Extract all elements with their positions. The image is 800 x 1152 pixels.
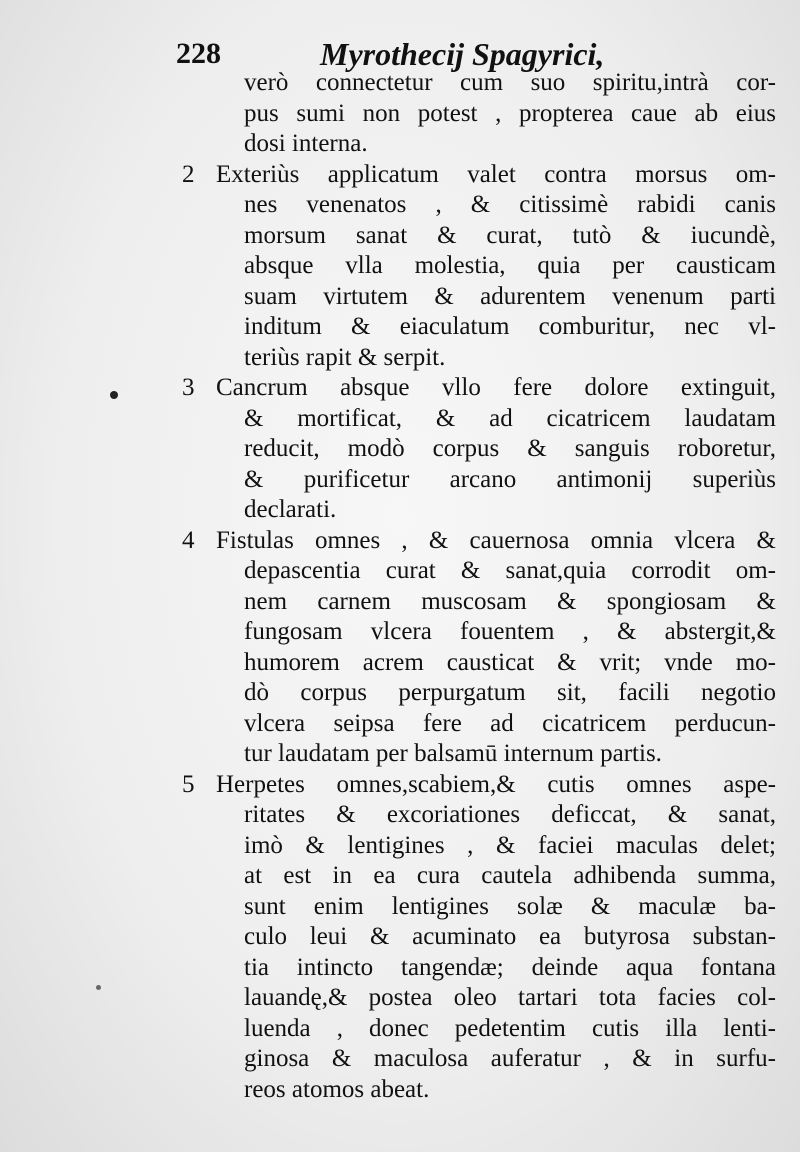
page-number: 228 [176, 37, 221, 70]
continued-paragraph [168, 68, 776, 160]
text-line: sunt enim lentigines solæ & maculæ ba- [244, 892, 776, 920]
text-line: tia intincto tangendæ; deinde aqua fontana [244, 953, 776, 981]
paragraph-number: 2 [182, 160, 195, 188]
text-line: declarati. [244, 496, 337, 523]
text-line: imò & lentigines , & faciei maculas delet; [244, 831, 776, 859]
text-line: depascentia curat & sanat,quia corrodit om- [244, 557, 776, 584]
text-line: pus sumi non potest , propterea caue ab eius [244, 99, 776, 127]
numbered-paragraph [168, 526, 776, 770]
text-line: Fistulas omnes , & cauernosa omnia vlcera & [216, 526, 776, 554]
text-line: dosi interna. [244, 130, 368, 157]
numbered-paragraph [168, 373, 776, 526]
text-line: luenda , donec pedetentim cutis illa lenti- [244, 1014, 776, 1042]
numbered-paragraph [168, 770, 776, 1106]
text-line: morsum sanat & curat, tutò & iucundè, [244, 221, 776, 249]
text-line: at est in ea cura cautela adhibenda summa, [244, 862, 776, 889]
text-line: Exteriùs applicatum valet contra morsus om- [216, 160, 776, 188]
text-line: suam virtutem & adurentem venenum parti [244, 282, 776, 310]
text-line: ritates & excoriationes deficcat, & sanat, [244, 801, 776, 828]
text-line: humorem acrem causticat & vrit; vnde mo- [244, 648, 776, 676]
text-line: dò corpus perpurgatum sit, facili negotio [244, 679, 776, 706]
text-line: & purificetur arcano antimonij superiùs [244, 465, 776, 493]
paragraph-number: 5 [182, 770, 195, 798]
text-line: fungosam vlcera fouentem , & abstergit,& [244, 618, 776, 645]
numbered-paragraph [168, 160, 776, 374]
text-line: Herpetes omnes,scabiem,& cutis omnes aspe- [216, 770, 776, 798]
text-line: nem carnem muscosam & spongiosam & [244, 587, 776, 615]
body-text [168, 68, 776, 1105]
text-line: nes venenatos , & citissimè rabidi canis [244, 191, 776, 218]
running-title: Myrothecij Spagyrici, [320, 36, 605, 72]
text-line: culo leui & acuminato ea butyrosa substan- [244, 923, 776, 950]
ink-speck [96, 985, 101, 990]
text-line: verò connectetur cum suo spiritu,intrà cor- [244, 69, 776, 96]
text-line: ginosa & maculosa auferatur , & in surfu- [244, 1045, 776, 1072]
paragraph-number: 4 [182, 526, 195, 554]
text-line: & mortificat, & ad cicatricem laudatam [244, 404, 776, 432]
text-line: lauandę,& postea oleo tartari tota facies col- [244, 984, 776, 1011]
text-line: reos atomos abeat. [244, 1075, 430, 1103]
text-line: Cancrum absque vllo fere dolore extinguit, [216, 374, 776, 401]
text-line: teriùs rapit & serpit. [244, 343, 446, 371]
text-line: absque vlla molestia, quia per causticam [244, 252, 776, 279]
text-line: inditum & eiaculatum comburitur, nec vl- [244, 313, 776, 340]
text-line: tur laudatam per balsamū internum partis. [244, 740, 662, 767]
text-line: vlcera seipsa fere ad cicatricem perducun- [244, 709, 776, 737]
margin-dot [110, 391, 118, 399]
paragraph-number: 3 [182, 374, 195, 401]
text-line: reducit, modò corpus & sanguis roboretur, [244, 435, 776, 462]
